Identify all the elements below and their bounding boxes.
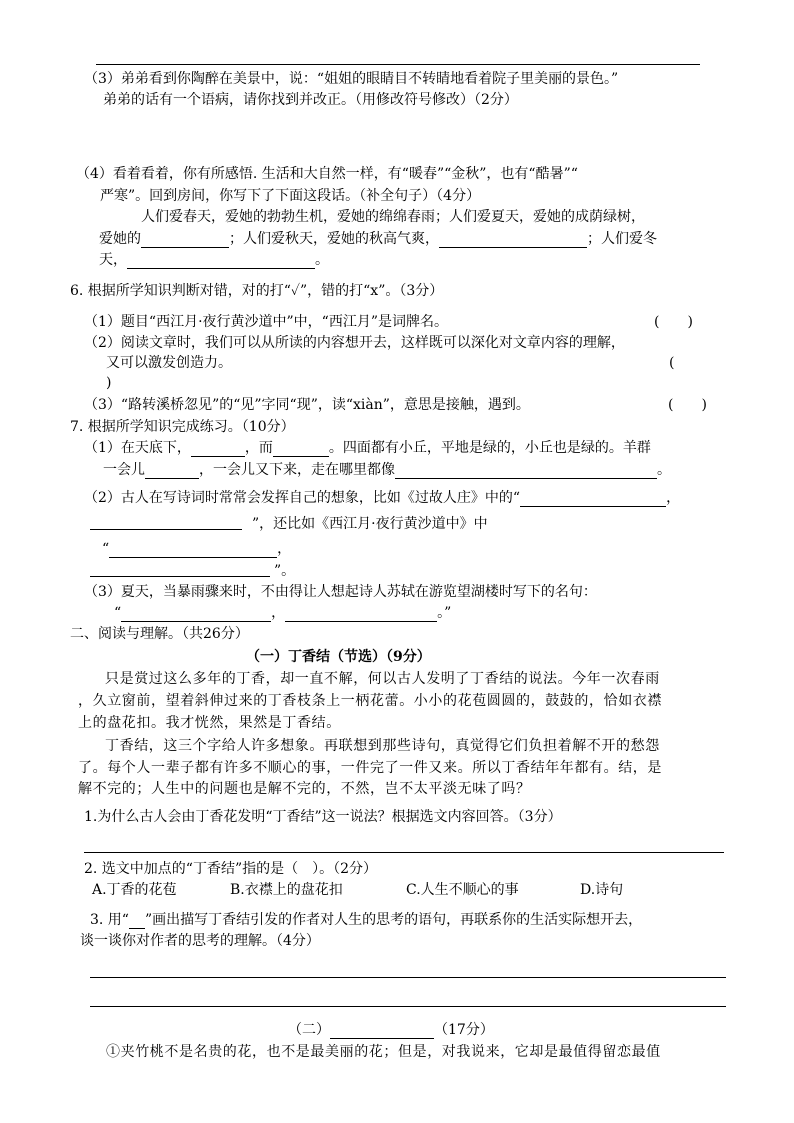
question-4-line-4 <box>99 230 657 248</box>
passage-1-para-2-line-1: 丁香结，这三个字给人许多想象。再联想到那些诗句，真觉得它们负担着解不开的愁怨 <box>105 738 660 754</box>
answer-paren-close[interactable]: ) <box>106 375 112 391</box>
passage-2-para-1: ①夹竹桃不是名贵的花，也不是最美丽的花；但是，对我说来，它却是最值得留恋最值 <box>106 1044 661 1060</box>
text: （17分） <box>434 1022 494 1038</box>
question-3-line-2: 弟弟的话有一个语病，请你找到并改正。（用修改符号修改）（2分） <box>103 92 518 108</box>
fill-blank[interactable] <box>127 254 315 269</box>
fill-blank[interactable] <box>90 515 242 530</box>
section-7-line-6: ”。 <box>274 563 296 579</box>
section-7-line-8 <box>114 604 451 622</box>
text: ；人们爱秋天，爱她的秋高气爽， <box>229 231 439 247</box>
underline-sample <box>129 918 145 929</box>
question-3-line-1: （3）弟弟看到你陶醉在美景中，说：“姐姐的眼睛目不转睛地看着院子里美丽的景色。” <box>84 71 619 87</box>
section-2-title: 二、阅读与理解。（共26分） <box>70 626 249 642</box>
text: “ <box>114 605 122 621</box>
section-7-line-7: （3）夏天，当暴雨骤来时，不由得让人想起诗人苏轼在游览望湖楼时写下的名句： <box>84 584 597 600</box>
text: 爱她的 <box>99 231 141 247</box>
answer-line <box>96 64 700 65</box>
text: 。” <box>437 605 452 621</box>
fill-blank[interactable] <box>273 442 329 457</box>
text: 。 <box>657 462 671 478</box>
answer-paren[interactable]: ( ) <box>654 314 693 330</box>
option-d[interactable]: D.诗句 <box>580 882 624 898</box>
section-6-title: 6. 根据所学知识判断对错，对的打“✓”，错的打“x”。（3分） <box>70 283 444 299</box>
fill-blank[interactable] <box>90 562 270 577</box>
text: ， <box>277 541 292 557</box>
text: 。 <box>315 252 329 268</box>
reading-question-2: 2. 选文中加点的“丁香结”指的是（ ）。（2分） <box>84 861 378 877</box>
section-7-line-5 <box>102 540 291 558</box>
answer-line <box>84 852 724 853</box>
text: ”画出描写丁香结引发的作者对人生的思考的语句，再联系你的生活实际想开去， <box>144 912 643 928</box>
answer-line <box>90 977 726 978</box>
text: 一会儿 <box>103 462 145 478</box>
answer-paren-open[interactable]: ( <box>669 355 675 371</box>
option-b[interactable]: B.衣襟上的盘花扣 <box>230 882 343 898</box>
section-7-line-3 <box>84 489 680 507</box>
passage-1-para-1-line-1: 只是赏过这么多年的丁香，却一直不解，何以古人发明了丁香结的说法。今年一次春雨 <box>105 671 660 687</box>
text: “ <box>102 541 110 557</box>
text: ， <box>666 490 681 506</box>
text: ，一会儿又下来，走在哪里都像 <box>199 462 395 478</box>
fill-blank[interactable] <box>145 464 199 479</box>
text: 。四面都有小丘，平地是绿的，小丘也是绿的。羊群 <box>328 440 651 456</box>
text: 天， <box>99 252 127 268</box>
passage-1-title: （一）丁香结（节选）（9分） <box>246 649 431 665</box>
section-7-line-1 <box>84 439 651 457</box>
question-4-line-3: 人们爱春天，爱她的勃勃生机，爱她的绵绵春雨；人们爱夏天，爱她的成荫绿树， <box>141 209 645 225</box>
passage-1-para-1-line-3: 上的盘花扣。我才恍然，果然是丁香结。 <box>78 715 341 731</box>
fill-blank[interactable] <box>520 492 666 507</box>
text: 3. 用“ <box>90 912 129 928</box>
section-7-title: 7. 根据所学知识完成练习。（10分） <box>70 419 295 435</box>
fill-blank[interactable] <box>141 233 229 248</box>
fill-blank[interactable] <box>121 607 271 622</box>
fill-blank[interactable] <box>285 607 437 622</box>
text: ；人们爱冬 <box>587 231 657 247</box>
question-4-line-1: （4）看着看着，你有所感悟. 生活和大自然一样，有“暖春”“金秋”，也有“酷暑”“ <box>76 166 578 182</box>
option-c[interactable]: C.人生不顺心的事 <box>406 882 519 898</box>
passage-1-para-1-line-2: ，久立窗前，望着斜伸过来的丁香枝条上一柄花蕾。小小的花苞圆圆的，鼓鼓的，恰如衣襟 <box>78 693 662 709</box>
section-7-line-2 <box>103 461 671 479</box>
text: ，而 <box>244 440 273 456</box>
section-6-item-1: （1）题目“西江月·夜行黄沙道中”中，“西江月”是词牌名。 <box>84 314 448 330</box>
question-4-line-5 <box>99 251 329 269</box>
fill-blank[interactable] <box>395 464 657 479</box>
reading-question-3-line-1 <box>90 911 642 929</box>
text: （2）古人在写诗词时常常会发挥自己的想象，比如《过故人庄》中的“ <box>84 490 521 506</box>
section-6-item-3: （3）“路转溪桥忽见”的“见”字同“现”，读“xiàn”，意思是接触，遇到。 <box>84 397 530 413</box>
passage-1-para-2-line-3: 解不完的；人生中的问题也是解不完的，不然，岂不太平淡无味了吗？ <box>78 781 531 797</box>
fill-blank[interactable] <box>439 233 587 248</box>
passage-1-para-2-line-2: 了。每个人一辈子都有许多不顺心的事，一件完了一件又来。所以丁香结年年都有。结，是 <box>78 760 662 776</box>
section-6-item-2-line-2: 又可以激发创造力。 <box>106 355 232 371</box>
fill-blank[interactable] <box>109 543 277 558</box>
fill-blank[interactable] <box>191 442 245 457</box>
passage-2-title <box>288 1021 494 1039</box>
answer-paren[interactable]: ( ) <box>668 397 707 413</box>
section-6-item-2-line-1: （2）阅读文章时，我们可以从所读的内容想开去，这样既可以深化对文章内容的理解， <box>84 335 625 351</box>
option-a[interactable]: A.丁香的花苞 <box>92 882 177 898</box>
text: （二） <box>288 1022 330 1038</box>
reading-question-3-line-2: 谈一谈你对作者的思考的理解。（4分） <box>80 933 320 949</box>
reading-question-1: 1.为什么古人会由丁香花发明“丁香结”这一说法？根据选文内容回答。（3分） <box>84 809 562 825</box>
title-blank[interactable] <box>330 1024 434 1039</box>
question-4-line-2: 严寒”。回到房间，你写下了下面这段话。（补全句子）（4分） <box>100 188 481 204</box>
section-7-line-4: ”，还比如《西江月·夜行黄沙道中》中 <box>252 516 488 532</box>
answer-line <box>90 1006 726 1007</box>
text: ， <box>271 605 286 621</box>
text: （1）在天底下， <box>84 440 191 456</box>
